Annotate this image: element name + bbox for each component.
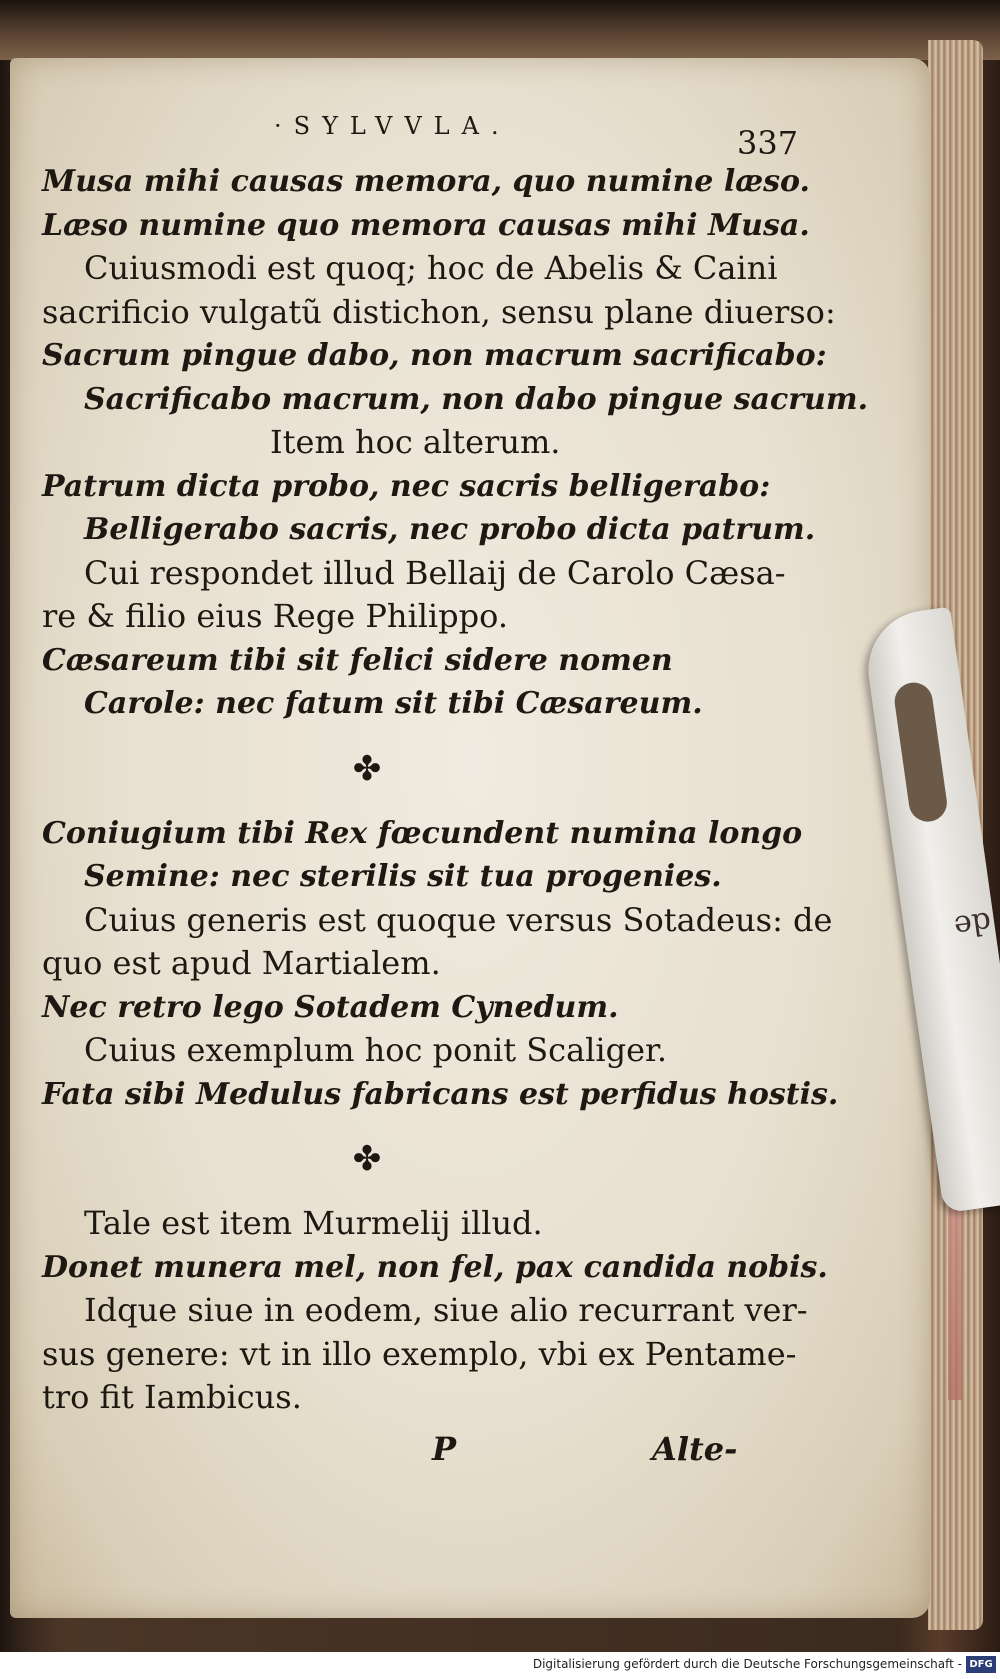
text-line: Cæsareum tibi sit felici sidere nomen <box>42 642 673 678</box>
marker-hole <box>892 680 949 824</box>
text-line: Tale est item Murmelij illud. <box>84 1204 543 1242</box>
text-line: sacrificio vulgatũ distichon, sensu plane diuerso: <box>42 292 836 331</box>
text-line: quo est apud Martialem. <box>42 944 441 982</box>
text-lines <box>42 160 869 1420</box>
text-line: Cui respondet illud Bellaij de Carolo Cæsa- <box>84 553 786 592</box>
text-line: Fata sibi Medulus fabricans est perfidus hostis. <box>42 1076 839 1112</box>
text-line: sus genere: vt in illo exemplo, vbi ex Pentame- <box>42 1334 797 1373</box>
page-header <box>42 112 802 160</box>
text-line: Cuiusmodi est quoq; hoc de Abelis & Caini <box>84 249 778 287</box>
running-head: ·SYLVVLA. <box>274 112 511 140</box>
dfg-logo: DFG <box>966 1656 996 1673</box>
text-line: Læso numine quo memora causas mihi Musa. <box>42 207 810 243</box>
page-footer <box>42 1424 802 1472</box>
text-line: Semine: nec sterilis sit tua progenies. <box>84 859 722 894</box>
text-line: tro fit Iambicus. <box>42 1378 302 1416</box>
text-line: Sacrum pingue dabo, non macrum sacrificabo: <box>42 338 827 373</box>
text-line: Musa mihi causas memora, quo numine læso. <box>42 164 810 199</box>
ornament-icon: ✤ <box>352 1139 382 1179</box>
text-line: Coniugium tibi Rex fœcundent numina longo <box>42 815 803 851</box>
text-line: Belligerabo sacris, nec probo dicta patrum. <box>84 512 816 547</box>
text-line: Carole: nec fatum sit tibi Cæsareum. <box>84 686 703 721</box>
credit-text: Digitalisierung gefördert durch die Deutsche Forschungsgemeinschaft - <box>532 1657 962 1671</box>
ornament-icon: ✤ <box>352 748 382 789</box>
text-line: Item hoc alterum. <box>270 423 561 461</box>
page-number: 337 <box>737 124 799 162</box>
marker-text: de <box>951 904 994 944</box>
text-line: Idque siue in eodem, siue alio recurrant ver- <box>84 1291 808 1329</box>
text-line: re & filio eius Rege Philippo. <box>42 597 508 635</box>
text-line: Cuius generis est quoque versus Sotadeus: de <box>84 900 833 939</box>
text-line: Patrum dicta probo, nec sacris belligerabo: <box>42 468 771 504</box>
text-line: Donet munera mel, non fel, pax candida nobis. <box>42 1249 828 1285</box>
text-line: Sacrificabo macrum, non dabo pingue sacrum. <box>84 381 869 417</box>
credit-bar <box>0 1652 1000 1679</box>
book-cover-top <box>0 0 1000 60</box>
catchword: Alte- <box>652 1429 738 1468</box>
text-line: Nec retro lego Sotadem Cynedum. <box>42 989 619 1025</box>
signature-mark: P <box>432 1429 457 1468</box>
text-line: Cuius exemplum hoc ponit Scaliger. <box>84 1031 667 1069</box>
page-text <box>42 112 869 1472</box>
